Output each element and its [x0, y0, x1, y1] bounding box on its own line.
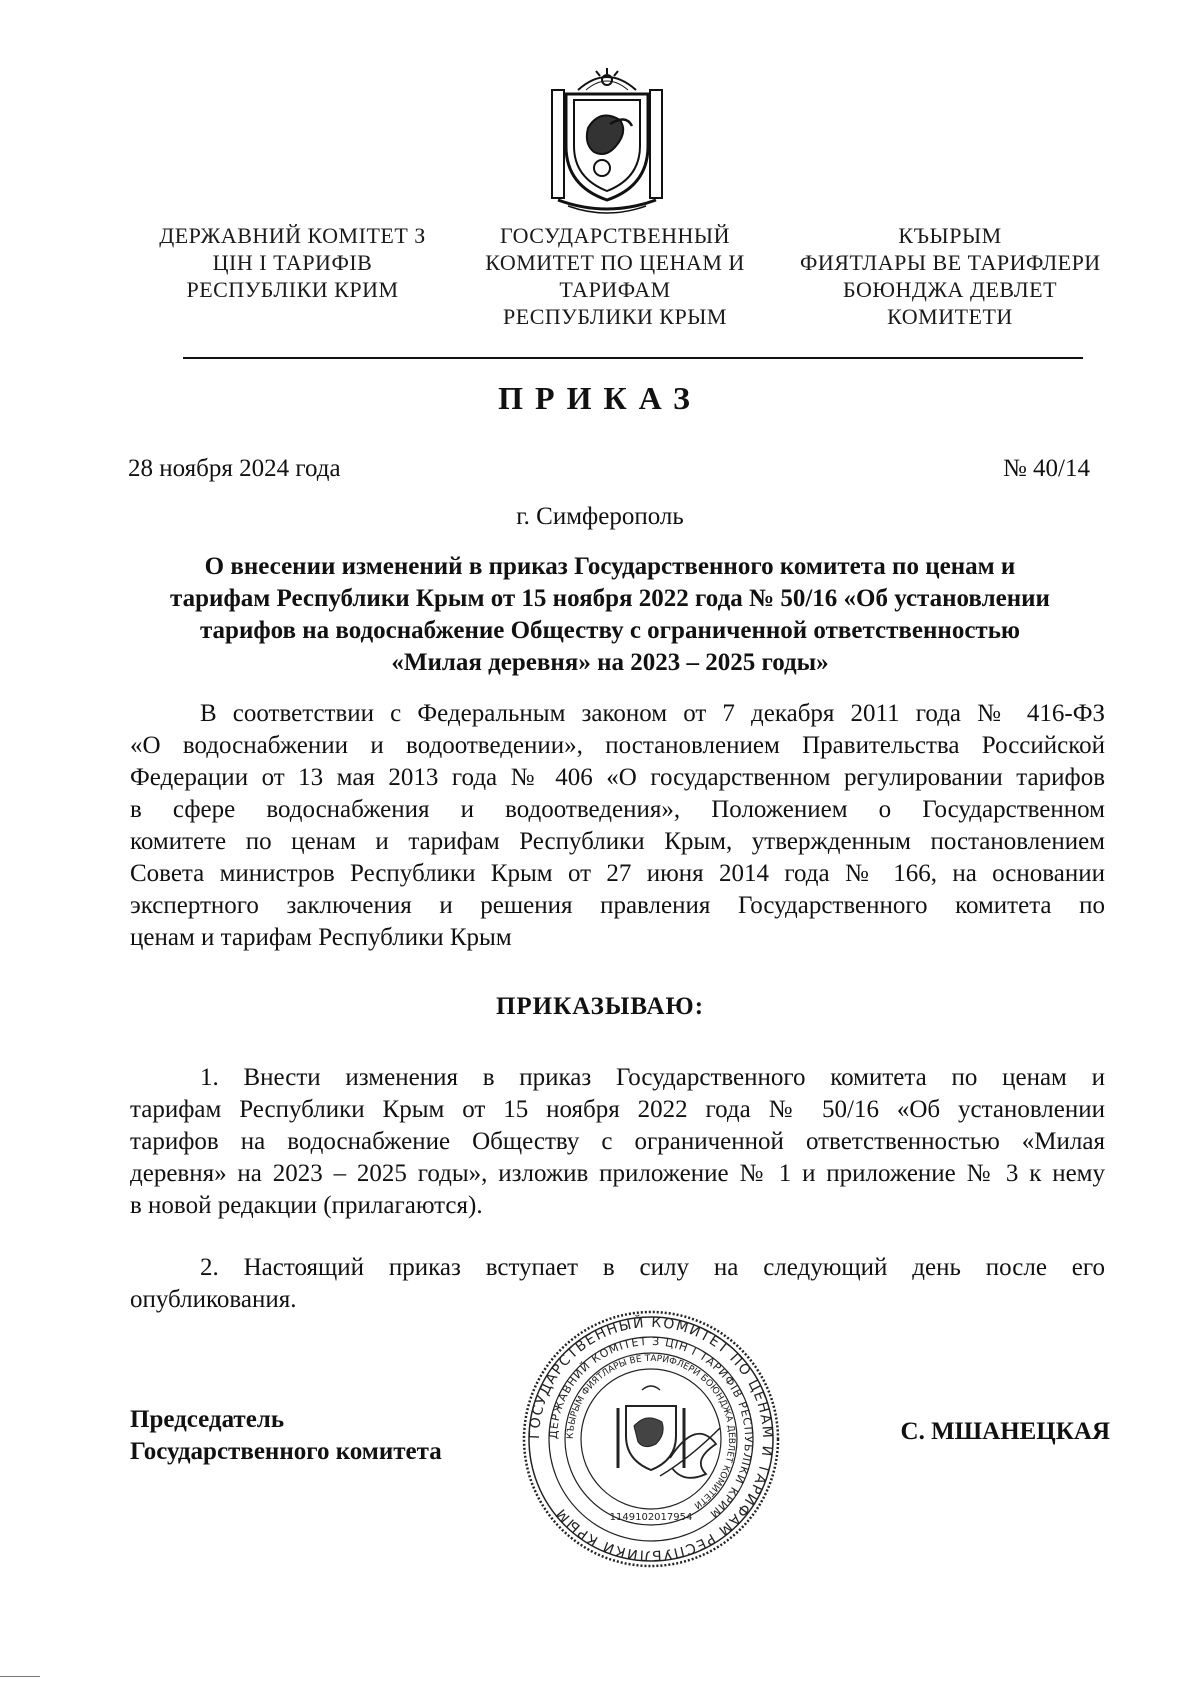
header-line: РЕСПУБЛИКИ КРЫМ: [503, 304, 727, 329]
item-line: 2. Настоящий приказ вступает в силу на следующий день после его: [200, 1254, 1105, 1281]
header-crimean-tatar: [800, 222, 1100, 330]
item-line: 1. Внести изменения в приказ Государственного комитета по ценам и: [200, 1064, 1105, 1091]
header-line: ТАРИФАМ: [559, 277, 671, 302]
preamble-line: в сфере водоснабжения и водоотведения», Положением о Государственном: [130, 796, 1105, 823]
crimea-coat-of-arms-icon: [548, 68, 666, 216]
title-line: «Милая деревня» на 2023 – 2025 годы»: [391, 649, 829, 676]
title-line: О внесении изменений в приказ Государственного комитета по ценам и: [204, 553, 1016, 580]
page-edge-mark: [0, 1676, 40, 1677]
svg-text:ГОСУДАРСТВЕННЫЙ КОМИТЕТ ПО ЦЕН: ГОСУДАРСТВЕННЫЙ КОМИТЕТ ПО ЦЕНАМ И ТАРИФАМ РЕСПУБЛИКИ КРЫМ: [526, 1314, 776, 1564]
item-line: тарифам Республики Крым от 15 ноября 2022 года № 50/16 «Об установлении: [130, 1096, 1105, 1123]
order-item-1: [130, 1062, 1105, 1222]
header-line: КЪЫРЫМ: [898, 223, 1002, 248]
item-line: тарифов на водоснабжение Обществу с ограниченной ответственностью «Милая: [130, 1128, 1105, 1155]
header-line: ФИЯТЛАРЫ ВЕ ТАРИФЛЕРИ: [800, 250, 1101, 275]
header-russian: [470, 222, 760, 330]
preamble-line: Совета министров Республики Крым от 27 июня 2014 года № 166, на основании: [130, 860, 1105, 887]
header-line: РЕСПУБЛІКИ КРИМ: [186, 277, 399, 302]
header-line: КОМИТЕТИ: [887, 304, 1013, 329]
signatory-position: [130, 1404, 442, 1468]
item-line: опубликования.: [130, 1286, 297, 1313]
item-line: деревня» на 2023 – 2025 годы», изложив приложение № 1 и приложение № 3 к нему: [130, 1160, 1105, 1187]
preamble-line: ценам и тарифам Республики Крым: [130, 924, 512, 951]
position-line: Государственного комитета: [130, 1438, 442, 1465]
document-city: г. Симферополь: [516, 503, 684, 530]
header-ukrainian: [150, 222, 435, 303]
header-line: БОЮНДЖА ДЕВЛЕТ: [842, 277, 1058, 302]
document-number: № 40/14: [1002, 455, 1090, 482]
title-line: тарифов на водоснабжение Обществу с ограниченной ответственностью: [199, 617, 1021, 644]
order-item-2: [130, 1252, 1105, 1316]
svg-text:КЪЫРЫМ ФИЯТЛАРЫ ВЕ ТАРИФЛЕРИ Б: КЪЫРЫМ ФИЯТЛАРЫ ВЕ ТАРИФЛЕРИ БОЮНДЖА ДЕВЛЕТ КОМИТЕТИ: [565, 1353, 737, 1511]
preamble-line: В соответствии с Федеральным законом от 7 декабря 2011 года № 416-ФЗ: [200, 700, 1105, 727]
header-divider: [183, 357, 1083, 359]
document-date: 28 ноября 2024 года: [128, 455, 341, 482]
order-heading: ПРИКАЗЫВАЮ:: [495, 993, 705, 1020]
header-line: ДЕРЖАВНИЙ КОМІТЕТ З: [159, 223, 426, 248]
preamble-line: «О водоснабжении и водоотведении», постановлением Правительства Российской: [130, 732, 1105, 759]
title-line: тарифам Республики Крым от 15 ноября 2022 года № 50/16 «Об установлении: [170, 585, 1050, 612]
position-line: Председатель: [130, 1406, 285, 1433]
header-line: ЦІН І ТАРИФІВ: [212, 250, 373, 275]
preamble-paragraph: [130, 698, 1105, 954]
svg-text:1149102017954: 1149102017954: [609, 1512, 693, 1523]
document-type: ПРИКАЗ: [498, 380, 702, 416]
header-line: ГОСУДАРСТВЕННЫЙ: [499, 223, 731, 248]
preamble-line: комитете по ценам и тарифам Республики Крым, утвержденным постановлением: [130, 828, 1105, 855]
item-line: в новой редакции (прилагаются).: [130, 1192, 483, 1219]
svg-text:ДЕРЖАВНИЙ КОМІТЕТ З ЦІН І ТАРИ: ДЕРЖАВНИЙ КОМІТЕТ З ЦІН І ТАРИФІВ РЕСПУБЛІКИ КРИМ: [546, 1334, 756, 1521]
official-stamp-icon: [520, 1308, 782, 1570]
header-line: КОМИТЕТ ПО ЦЕНАМ И: [485, 250, 745, 275]
signatory-name: С. МШАНЕЦКАЯ: [900, 1418, 1110, 1445]
preamble-line: Федерации от 13 мая 2013 года № 406 «О государственном регулировании тарифов: [130, 764, 1105, 791]
document-title: [110, 551, 1110, 679]
preamble-line: экспертного заключения и решения правления Государственного комитета по: [130, 892, 1105, 919]
